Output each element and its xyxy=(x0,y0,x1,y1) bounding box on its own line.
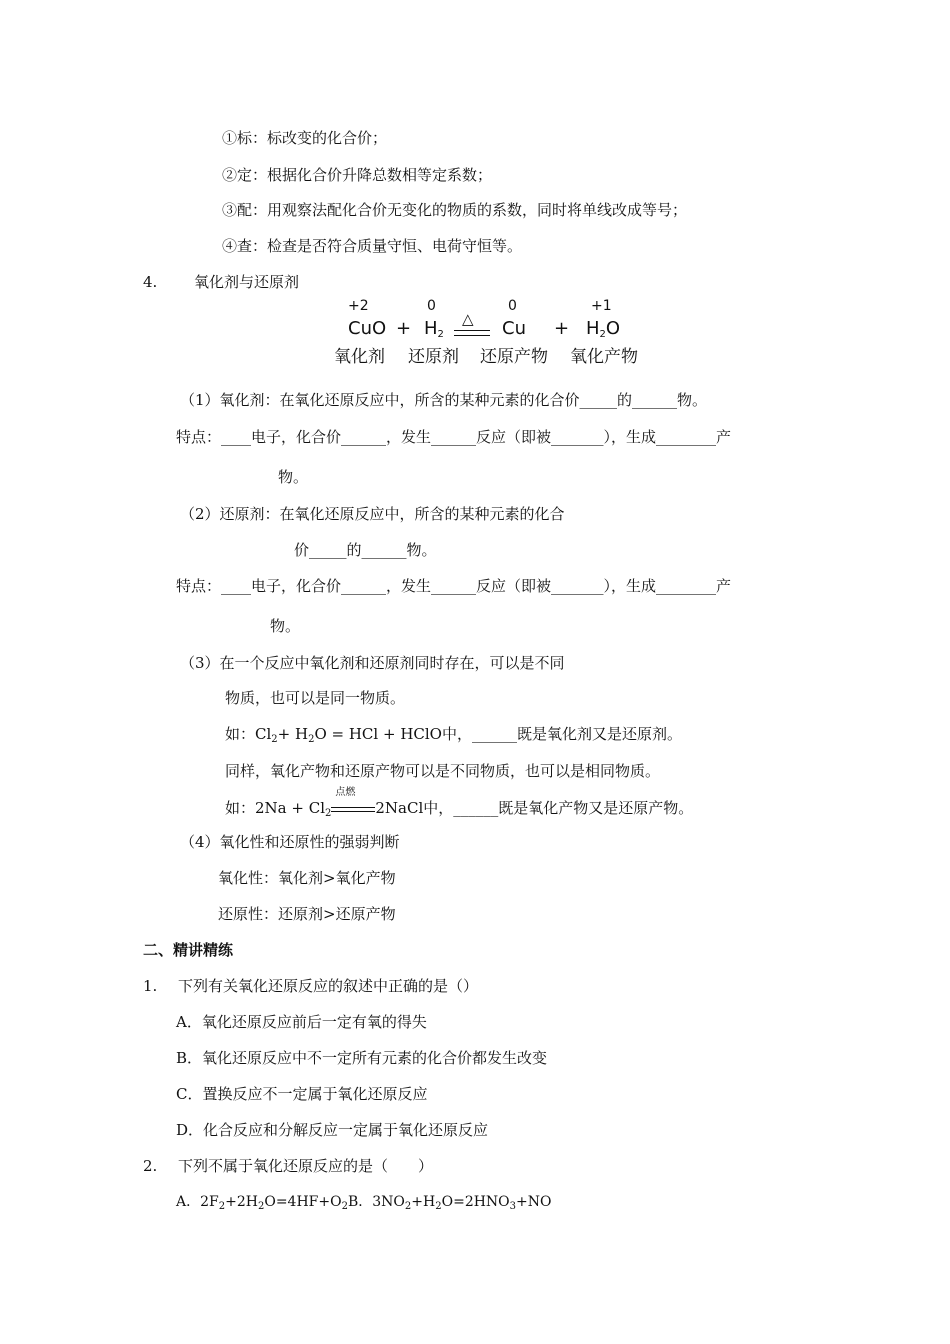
strength-heading: （4）氧化性和还原性的强弱判断 xyxy=(180,833,400,851)
plus-sign: + xyxy=(396,318,412,339)
q2-options-ab: A．$2F_2+2H_2O=4HF+O_2B$．$3NO_2+H_2O=2HNO_3+NO$ xyxy=(176,1194,552,1212)
example-chlorine-water: 如：$Cl_2+ H_2O$ = HCl + HClO中，______既是氧化剂又是还原剂。 xyxy=(225,725,682,745)
redox-equation-figure xyxy=(328,298,668,370)
section4-number: 4. xyxy=(143,273,158,291)
label-oxidizer: 氧化剂 xyxy=(334,347,385,367)
oxidation-state-cu-product: 0 xyxy=(508,298,517,314)
reducer-definition-cont: 价_____的______物。 xyxy=(294,541,437,559)
heat-triangle-icon: △ xyxy=(462,310,474,328)
example-sodium-chlorine: 如：$2Na + Cl_2$ 点燃 2NaCl中，______既是氧化产物又是还原产物。 xyxy=(225,787,694,819)
oxidizing-strength: 氧化性：氧化剂>氧化产物 xyxy=(218,869,396,887)
label-reduction-product: 还原产物 xyxy=(480,347,548,367)
q2-stem: 下列不属于氧化还原反应的是（ ） xyxy=(178,1157,434,1175)
step-mark: ①标：标改变的化合价； xyxy=(222,129,388,147)
q1-stem: 下列有关氧化还原反应的叙述中正确的是（） xyxy=(178,977,479,995)
reducer-definition: （2）还原剂：在氧化还原反应中，所含的某种元素的化合 xyxy=(180,505,565,523)
q1-option-c: C．置换反应不一定属于氧化还原反应 xyxy=(176,1085,428,1103)
reducer-features-cont: 物。 xyxy=(270,617,301,635)
q1-option-a: A．氧化还原反应前后一定有氧的得失 xyxy=(176,1013,427,1031)
formula-h2: $H_2$ xyxy=(424,318,444,340)
label-oxidation-product: 氧化产物 xyxy=(570,347,638,367)
q2-number: 2. xyxy=(143,1157,158,1175)
step-balance: ③配：用观察法配化合价无变化的物质的系数，同时将单线改成等号； xyxy=(222,201,688,219)
reducer-features: 特点：____电子，化合价______，发生______反应（即被_______），生成________产 xyxy=(176,577,732,595)
oxidation-state-h2: 0 xyxy=(427,298,436,314)
q1-option-d: D．化合反应和分解反应一定属于氧化还原反应 xyxy=(176,1121,489,1139)
step-determine: ②定：根据化合价升降总数相等定系数； xyxy=(222,166,493,184)
products-statement: 同样，氧化产物和还原产物可以是不同物质，也可以是相同物质。 xyxy=(225,762,661,780)
formula-cuo: CuO xyxy=(348,318,387,339)
formula-h2o: $H_2O$ xyxy=(586,318,621,340)
equals-double-line xyxy=(454,330,490,336)
ignition-arrow: 点燃 xyxy=(331,798,375,818)
part2-heading: 二、精讲精练 xyxy=(143,941,234,959)
q1-number: 1. xyxy=(143,977,158,995)
coexist-statement: （3）在一个反应中氧化剂和还原剂同时存在，可以是不同 xyxy=(180,654,565,672)
reducing-strength: 还原性：还原剂>还原产物 xyxy=(218,905,396,923)
plus-sign-2: + xyxy=(554,318,570,339)
step-check: ④查：检查是否符合质量守恒、电荷守恒等。 xyxy=(222,237,523,255)
q1-option-b: B．氧化还原反应中不一定所有元素的化合价都发生改变 xyxy=(176,1049,548,1067)
formula-cu: Cu xyxy=(502,318,526,339)
label-reducer: 还原剂 xyxy=(408,347,459,367)
oxidation-state-h2o: +1 xyxy=(591,298,612,314)
coexist-statement-cont: 物质，也可以是同一物质。 xyxy=(225,689,406,707)
oxidizer-definition: （1）氧化剂：在氧化还原反应中，所含的某种元素的化合价_____的______物。 xyxy=(180,391,708,409)
oxidation-state-cu: +2 xyxy=(348,298,369,314)
oxidizer-features: 特点：____电子，化合价______，发生______反应（即被_______），生成________产 xyxy=(176,428,732,446)
oxidizer-features-cont: 物。 xyxy=(278,468,309,486)
section4-title: 氧化剂与还原剂 xyxy=(194,273,300,291)
